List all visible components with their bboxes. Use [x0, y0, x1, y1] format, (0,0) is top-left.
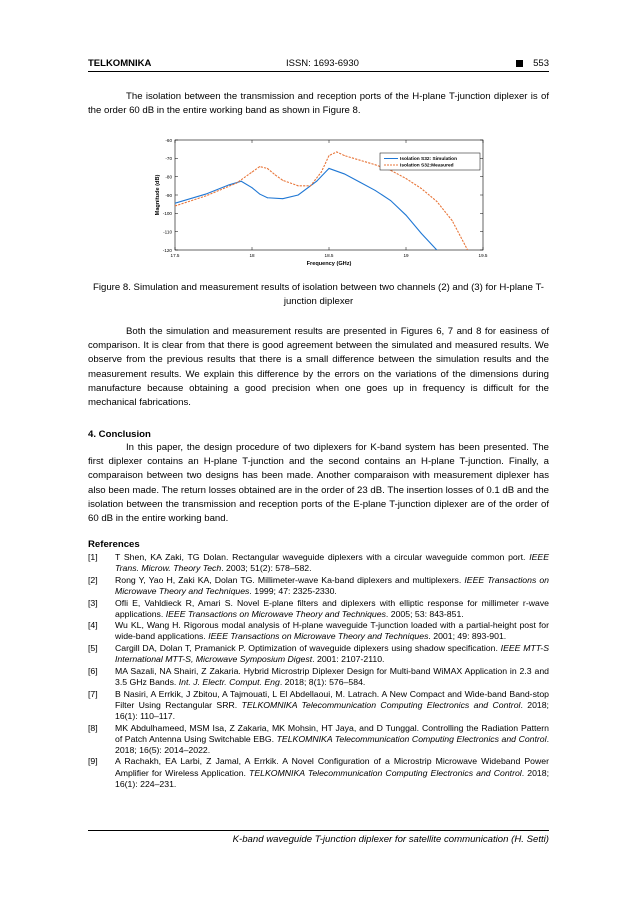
reference-text: T Shen, KA Zaki, TG Dolan. Rectangular waveguide diplexers with a circular waveguide common port. IEEE Trans. Microw. Theory Tech. 2003; 51(2): 578–582.	[115, 552, 549, 574]
data-point	[375, 190, 376, 191]
reference-number: [5]	[88, 643, 98, 654]
reference-number: [1]	[88, 552, 98, 562]
data-point	[282, 198, 283, 199]
data-point	[375, 164, 376, 165]
page-header	[88, 58, 549, 72]
data-point	[228, 184, 229, 185]
data-point	[259, 194, 260, 195]
reference-number: [2]	[88, 574, 98, 585]
data-point	[259, 166, 260, 167]
y-tick-label: -110	[163, 229, 172, 235]
reference-number: [6]	[88, 665, 98, 676]
reference-venue: IEEE Transactions on Microwave Theory and Techniques	[165, 608, 386, 619]
data-point	[267, 197, 268, 198]
reference-text: Ofli E, Vahldieck R, Amari S. Novel E-plane filters and diplexers with elliptic response for millimeter r-wave applications. IEEE Transactions on Microwave Theory and Techniques. 2005; 53: 843-851.	[115, 597, 549, 619]
running-footer: K-band waveguide T-junction diplexer for satellite communication (H. Setti)	[232, 834, 549, 845]
data-point	[205, 194, 206, 195]
intro-paragraph: The isolation between the transmission and reception ports of the H-plane T-junction diplexer is of the order 60 dB in the entire working band as shown in Figure 8.	[88, 91, 549, 117]
reference-item	[88, 756, 549, 789]
x-tick-label: 19	[403, 253, 409, 258]
data-point	[467, 250, 468, 251]
data-point	[336, 151, 337, 152]
data-point	[329, 168, 330, 169]
data-point	[421, 233, 422, 234]
data-point	[236, 183, 237, 184]
reference-item	[88, 575, 549, 597]
reference-text: Wu KL, Wang H. Rigorous modal analysis of H-plane waveguide T-junction loaded with a partial-height post for wide-band applications. IEEE Transactions on Microwave Theory and Techniques. 2001; 49: 893-901.	[115, 620, 549, 642]
reference-venue: IEEE MTT-S International MTT-S, Microwave Symposium Digest	[115, 643, 549, 665]
x-tick-label: 17.5	[170, 253, 180, 258]
data-point	[452, 220, 453, 221]
legend-label: Isolation S32:Measured	[400, 163, 454, 169]
y-tick-label: -90	[165, 192, 172, 198]
reference-item	[88, 598, 549, 620]
data-point	[406, 215, 407, 216]
conclusion-heading: 4. Conclusion	[88, 429, 151, 440]
reference-list	[88, 552, 549, 790]
reference-text: MK Abdulhameed, MSM Isa, Z Zakaria, MK Mohsin, HT Jaya, and D Tunggal. Controlling the Radiation Pattern of Patch Antenna Using Switchable EBG. TELKOMNIKA Telecommunication Computing Electronics and Control. 2018; 16(5): 2014–2022.	[115, 722, 549, 755]
reference-number: [7]	[88, 688, 98, 699]
data-point	[406, 178, 407, 179]
data-point	[359, 160, 360, 161]
data-point	[267, 168, 268, 169]
data-point	[175, 203, 176, 204]
reference-venue: IEEE Transactions on Microwave Theory and Techniques	[208, 631, 429, 642]
data-point	[316, 181, 317, 182]
reference-text: Cargill DA, Dolan T, Pramanick P. Optimization of waveguide diplexers using shadow specification. IEEE MTT-S International MTT-S, Microwave Symposium Digest. 2001: 2107-2110.	[115, 643, 549, 665]
issn: ISSN: 1693-6930	[286, 58, 359, 69]
reference-number: [9]	[88, 756, 98, 767]
data-point	[329, 155, 330, 156]
y-tick-label: -100	[162, 211, 172, 217]
reference-text: Rong Y, Yao H, Zaki KA, Dolan TG. Millimeter-wave Ka-band diplexers and multiplexers. IEEE Transactions on Microwave Theory and Techniques. 1999; 47: 2325-2330.	[115, 574, 550, 596]
journal-name: TELKOMNIKA	[88, 58, 152, 69]
conclusion-paragraph: In this paper, the design procedure of two diplexers for K-band system has been presented. The first diplexer contains an H-plane T-junction and the second contains an H-plane T-junction. Finally, a comparaison between two designs has been made. Another comparaison with measurement diplexer has also been made. The return losses obtained are in the order of 23 dB. The insertion losses of 0.1 dB and the isolation between the transmission and reception ports of the E-plane T-junction diplexer are of the order of 60 dB in the entire working band.	[88, 442, 549, 525]
reference-venue: TELKOMNIKA Telecommunication Computing Electronics and Control	[276, 733, 547, 744]
reference-number: [4]	[88, 620, 98, 631]
reference-venue: TELKOMNIKA Telecommunication Computing Electronics and Control	[241, 699, 521, 710]
header-rule	[88, 71, 549, 72]
data-point	[205, 195, 206, 196]
data-point	[321, 172, 322, 173]
reference-item	[88, 666, 549, 688]
data-point	[282, 180, 283, 181]
data-point	[241, 181, 242, 182]
reference-item	[88, 643, 549, 665]
reference-number: [3]	[88, 597, 98, 608]
x-axis-label: Frequency (GHz)	[306, 261, 352, 267]
reference-text: A Rachakh, EA Larbi, Z Jamal, A Errkik. A Novel Configuration of a Microstrip Microwave Wideband Power Amplifier for Wireless Application. TELKOMNIKA Telecommunication Computing Electronics and Control. 2018; 16(1): 224–231.	[115, 756, 549, 789]
reference-item	[88, 689, 549, 722]
reference-item	[88, 723, 549, 756]
x-tick-label: 19.5	[478, 253, 488, 258]
results-paragraph: Both the simulation and measurement results are presented in Figures 6, 7 and 8 for easiness of comparison. It is clear from that there is good agreement between the simulated and measured results. We observe from the previous results that there is a small difference between the simulation results and the measurement results. We explain this difference by the errors on the variations of the dimensions during manufacture because obtaining a good precision when one goes up in frequency is difficult for the mechanical fabrications.	[88, 326, 549, 409]
data-point	[298, 185, 299, 186]
page-number: 553	[533, 58, 549, 69]
y-tick-label: -80	[165, 174, 172, 180]
data-point	[359, 182, 360, 183]
data-point	[436, 201, 437, 202]
square-bullet-icon	[516, 60, 523, 67]
data-point	[252, 172, 253, 173]
reference-number: [8]	[88, 722, 98, 733]
footer-rule	[88, 830, 549, 831]
references-heading: References	[88, 539, 140, 550]
data-point	[344, 155, 345, 156]
x-tick-label: 18	[249, 253, 255, 258]
reference-venue: IEEE Transactions on Microwave Theory and Techniques	[115, 574, 550, 596]
isolation-chart	[150, 136, 490, 270]
data-point	[252, 187, 253, 188]
x-tick-label: 18.5	[324, 253, 334, 258]
figure-caption: Figure 8. Simulation and measurement results of isolation between two channels (2) and (3) for H-plane T-junction diplexer	[93, 282, 544, 307]
data-point	[275, 174, 276, 175]
reference-item	[88, 552, 549, 574]
data-point	[298, 195, 299, 196]
reference-text: B Nasiri, A Errkik, J Zbitou, A Tajmouati, L El Abdellaoui, M. Latrach. A New Compact and Wide-band Band-stop Filter Using Rectangular SRR. TELKOMNIKA Telecommunication Computing Electronics and Control. 2018; 16(1): 110–117.	[115, 688, 549, 721]
reference-venue: TELKOMNIKA Telecommunication Computing Electronics and Control	[249, 767, 522, 778]
reference-item	[88, 620, 549, 642]
data-point	[390, 200, 391, 201]
legend-label: Isolation S32: Simulation	[400, 157, 458, 163]
data-point	[344, 173, 345, 174]
y-tick-label: -60	[165, 137, 172, 143]
y-tick-label: -120	[162, 247, 172, 253]
data-point	[421, 188, 422, 189]
reference-venue: Int. J. Electr. Comput. Eng	[178, 677, 280, 687]
y-axis-label: Magnitude (dB)	[155, 174, 161, 216]
data-point	[175, 206, 176, 207]
data-point	[436, 250, 437, 251]
reference-text: MA Sazali, NA Shairi, Z Zakaria. Hybrid Microstrip Diplexer Design for Multi-band WiMAX Application in 2.3 and 3.5 GHz Bands. Int. J. Electr. Comput. Eng. 2018; 8(1): 576–584.	[115, 665, 549, 687]
data-point	[310, 185, 311, 186]
y-tick-label: -70	[165, 156, 172, 162]
reference-venue: IEEE Trans. Microw. Theory Tech	[115, 552, 549, 574]
